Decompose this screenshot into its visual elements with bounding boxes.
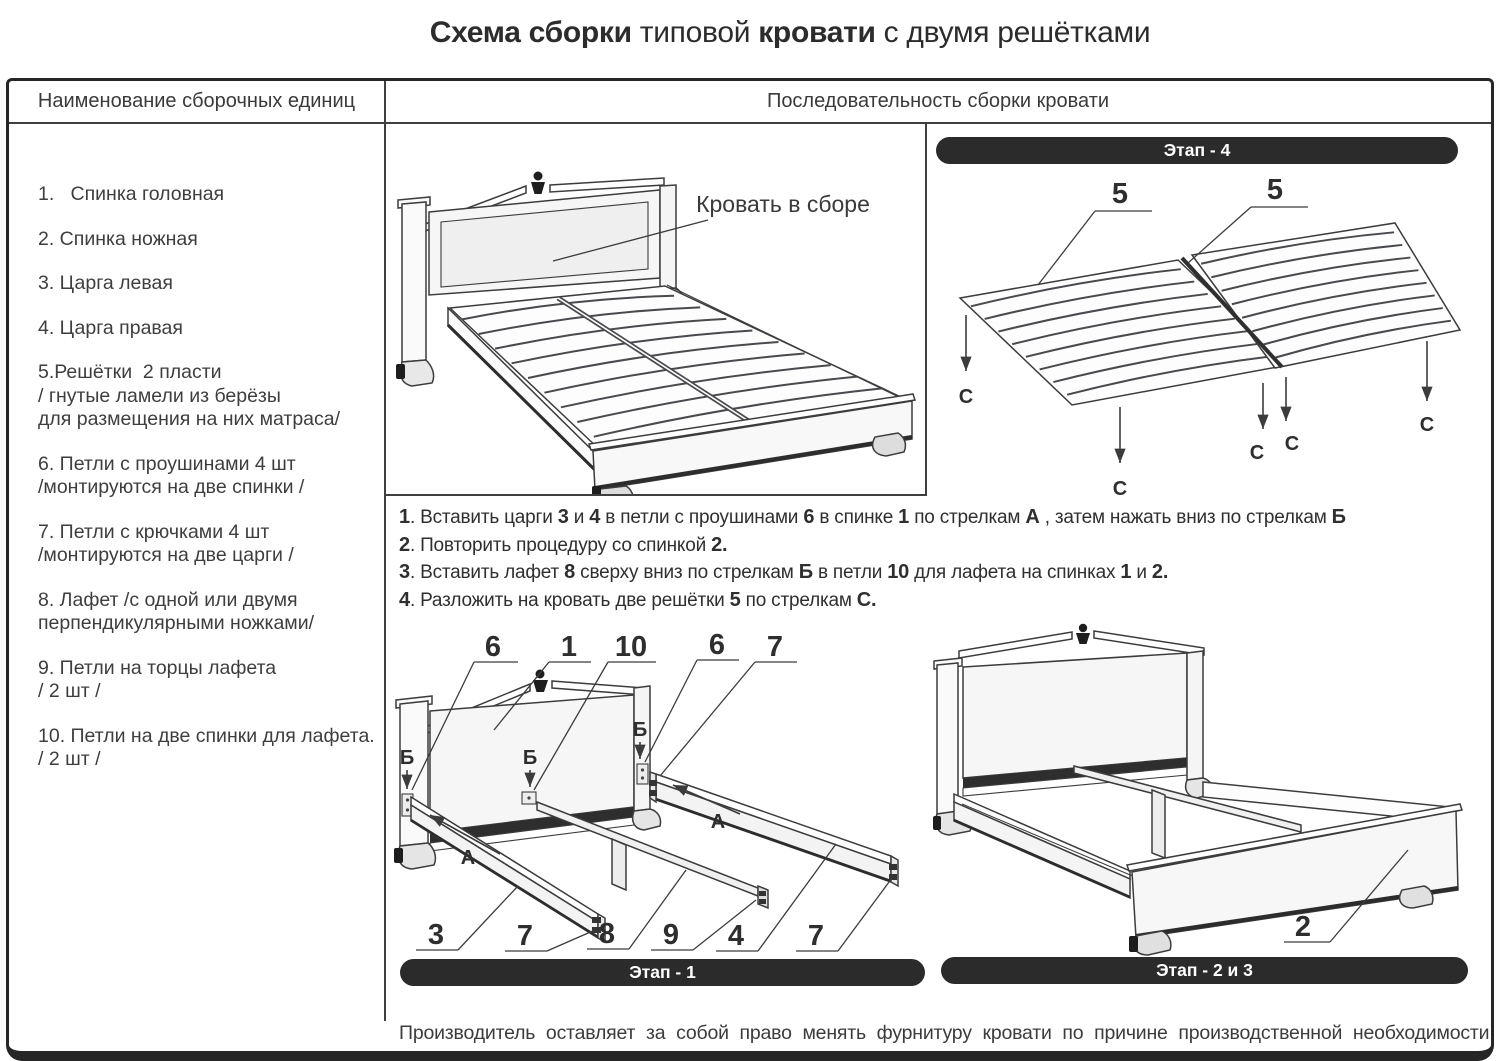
- stage1-banner: Этап - 1: [400, 959, 925, 986]
- part-item-1: 1. Спинка головная: [38, 183, 225, 205]
- stage4-banner: Этап - 4: [936, 137, 1458, 164]
- assembly-step-2: 2. Повторить процедуру со спинкой 2.: [399, 533, 728, 556]
- parts-list: [38, 183, 378, 793]
- left-column-header: Наименование сборочных единиц: [37, 90, 356, 112]
- arrow-c-5-label: С: [1419, 414, 1435, 436]
- part-item-2: 2. Спинка ножная: [38, 227, 198, 250]
- stage4-diagram: [930, 165, 1490, 510]
- hinge-6-right: [637, 764, 648, 784]
- part-label-5-left: 5: [1111, 178, 1129, 210]
- part-item-10: 10. Петли на две спинки для лафета. / 2 шт /: [38, 724, 375, 770]
- title-part-3: кровати: [758, 16, 876, 49]
- hinge-9-icon: [759, 899, 766, 904]
- part-item-8: 8. Лафет /с одной или двумя перпендикулярными ножками/: [38, 588, 315, 634]
- beam-leg-drawing: [1152, 790, 1165, 858]
- part-label-5-right: 5: [1266, 174, 1284, 206]
- finial-icon: [1079, 624, 1087, 632]
- part-label-1: 1: [560, 631, 578, 663]
- part-label-3: 3: [427, 919, 445, 951]
- arrow-c-4-label: С: [1284, 433, 1300, 455]
- title-part-2: типовой: [631, 16, 759, 49]
- arrow-a-left-label: А: [460, 847, 476, 869]
- column-divider-line: [384, 81, 386, 1021]
- arrow-c-1-label: С: [958, 386, 974, 408]
- hinge-9-icon: [759, 891, 766, 896]
- part-item-4: 4. Царга правая: [38, 316, 183, 339]
- title-part-4: с двумя решётками: [875, 16, 1151, 49]
- right-column-header: Последовательность сборки кровати: [766, 90, 1110, 112]
- arrow-c-3-label: С: [1249, 442, 1265, 464]
- finial-icon: [534, 172, 543, 181]
- assembly-instructions: [399, 504, 1491, 614]
- part-item-9: 9. Петли на торцы лафета / 2 шт /: [38, 656, 277, 702]
- stage23-diagram: [932, 618, 1490, 956]
- assembly-step-1: 1. Вставить царги 3 и 4 в петли с проушинами 6 в спинке 1 по стрелкам А , затем нажать вниз по стрелкам Б: [399, 506, 1346, 528]
- arrow-c-2-label: С: [1112, 478, 1128, 500]
- part-label-9: 9: [662, 919, 680, 951]
- assembled-bed-diagram: [388, 126, 924, 494]
- stage1-diagram: [388, 618, 928, 956]
- arrow-b-right-label: Б: [632, 719, 648, 741]
- bed-box-bottom-border: [386, 494, 927, 496]
- header-divider-line: [9, 122, 1491, 124]
- bed-box-right-border: [925, 124, 927, 495]
- hook-7-icon: [889, 874, 897, 880]
- part-item-7: 7. Петли с крючками 4 шт /монтируются на две царги /: [38, 520, 294, 566]
- title-part-1: Схема сборки: [429, 16, 632, 49]
- assembly-step-3: 3. Вставить лафет 8 сверху вниз по стрелкам Б в петли 10 для лафета на спинках 1 и 2.: [399, 561, 1169, 583]
- manufacturer-note: Производитель оставляет за собой право менять фурнитуру кровати по причине производственной необходимости: [399, 1022, 1490, 1044]
- part-label-7a: 7: [516, 920, 534, 952]
- hook-7-icon: [649, 790, 657, 796]
- part-label-8: 8: [598, 918, 616, 950]
- part-label-2: 2: [1294, 911, 1312, 943]
- arrow-a-right-label: А: [710, 811, 726, 833]
- part-label-6b: 6: [708, 629, 726, 661]
- part-label-7: 7: [766, 631, 784, 663]
- part-item-5: 5.Решётки 2 пласти / гнутые ламели из берёзы для размещения на них матраса/: [38, 361, 341, 430]
- assembly-step-4: 4. Разложить на кровать две решётки 5 по стрелкам С.: [399, 588, 877, 611]
- arrow-b-center-label: Б: [522, 747, 538, 769]
- page-title: [80, 16, 1500, 50]
- part-label-10: 10: [614, 631, 648, 663]
- stage23-banner: Этап - 2 и 3: [941, 957, 1468, 984]
- part-label-6: 6: [484, 631, 502, 663]
- part-item-6: 6. Петли с проушинами 4 шт /монтируются на две спинки /: [38, 452, 305, 498]
- assembled-bed-label: Кровать в сборе: [696, 191, 870, 217]
- hook-7-icon: [889, 864, 897, 870]
- arrow-b-left-label: Б: [399, 747, 415, 769]
- hook-7-icon: [649, 780, 657, 786]
- part-label-7b: 7: [807, 920, 825, 952]
- part-label-4: 4: [727, 920, 745, 952]
- part-item-3: 3. Царга левая: [38, 272, 173, 294]
